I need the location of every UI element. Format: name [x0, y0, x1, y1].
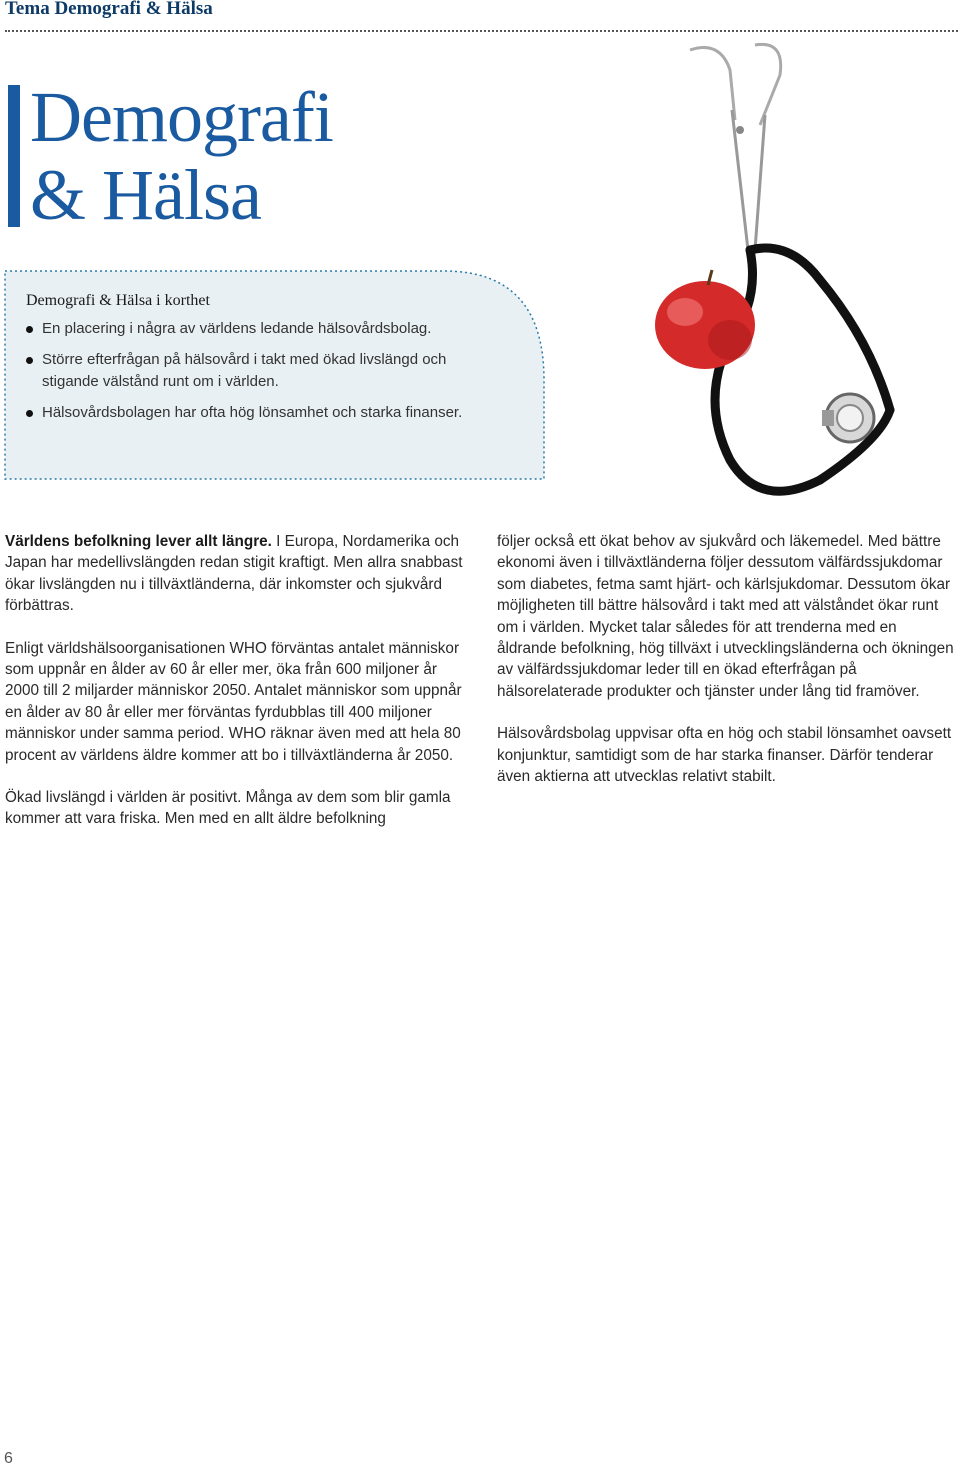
page-number: 6: [4, 1450, 13, 1467]
paragraph-text: I Europa, Nordamerika och Japan har medellivslängden redan stigit kraftigt. Men allra snabbast ökar livslängden nu i tillväxtländerna, där inkomster och sjukvård förbättras.: [5, 533, 463, 615]
body-column-left: [5, 531, 465, 851]
facts-item: Större efterfrågan på hälsovård i takt med ökad livslängd och stigande välstånd runt om i världen.: [24, 349, 464, 393]
body-paragraph: följer också ett ökat behov av sjukvård och läkemedel. Med bättre ekonomi även i tillväxtländerna följer dessutom välfärdssjukdomar som diabetes, fetma samt hjärt- och kärlsjukdomar. Dessutom ökar möjligheten till bättre hälsovård i takt med att välståndet ökar runt om i världen. Mycket talar således för att trenderna med en åldrande befolkning, hög tillväxt i utvecklingsländerna och ökningen av välfärdssjukdomar leder till en ökad efterfrågan på hälsorelaterade produkter och tjänster under lång tid framöver.: [497, 533, 954, 700]
paragraph-lead: Världens befolkning lever allt längre.: [5, 533, 272, 550]
body-column-right: [497, 531, 957, 808]
facts-box: [4, 270, 545, 480]
section-header-title: Tema Demografi & Hälsa: [5, 0, 213, 19]
body-paragraph: [5, 531, 465, 617]
title-accent-bar: [8, 85, 20, 227]
facts-item: En placering i några av världens ledande hälsovårdsbolag.: [24, 318, 464, 340]
body-paragraph: Hälsovårdsbolag uppvisar ofta en hög och stabil lönsamhet oavsett konjunktur, samtidigt som de har starka finanser. Därför tenderar även aktierna att utvecklas relativt stabilt.: [497, 725, 952, 786]
facts-heading: Demografi & Hälsa i korthet: [26, 292, 210, 309]
page-title: [30, 78, 333, 234]
facts-item: Hälsovårdsbolagen har ofta hög lönsamhet och starka finanser.: [24, 402, 464, 424]
body-paragraph: Enligt världshälsoorganisationen WHO förväntas antalet människor som uppnår en ålder av 60 år eller mer, öka från 600 miljoner år 2000 till 2 miljarder människor 2050. Antalet människor som uppnår en ålder av 80 år eller mer förväntas fyrdubblas till 400 miljoner människor under samma period. WHO räknar även med att hela 80 procent av världens äldre kommer att bo i tillväxtländerna år 2050.: [5, 639, 462, 764]
body-paragraph: Ökad livslängd i världen är positivt. Många av dem som blir gamla kommer att vara friska. Men med en allt äldre befolkning: [5, 789, 451, 828]
header-divider: [5, 30, 958, 32]
page-title-line1: Demografi: [30, 77, 333, 157]
page-title-line2: & Hälsa: [30, 155, 261, 235]
facts-list: [24, 318, 464, 433]
stethoscope-apple-illustration: [560, 40, 960, 520]
